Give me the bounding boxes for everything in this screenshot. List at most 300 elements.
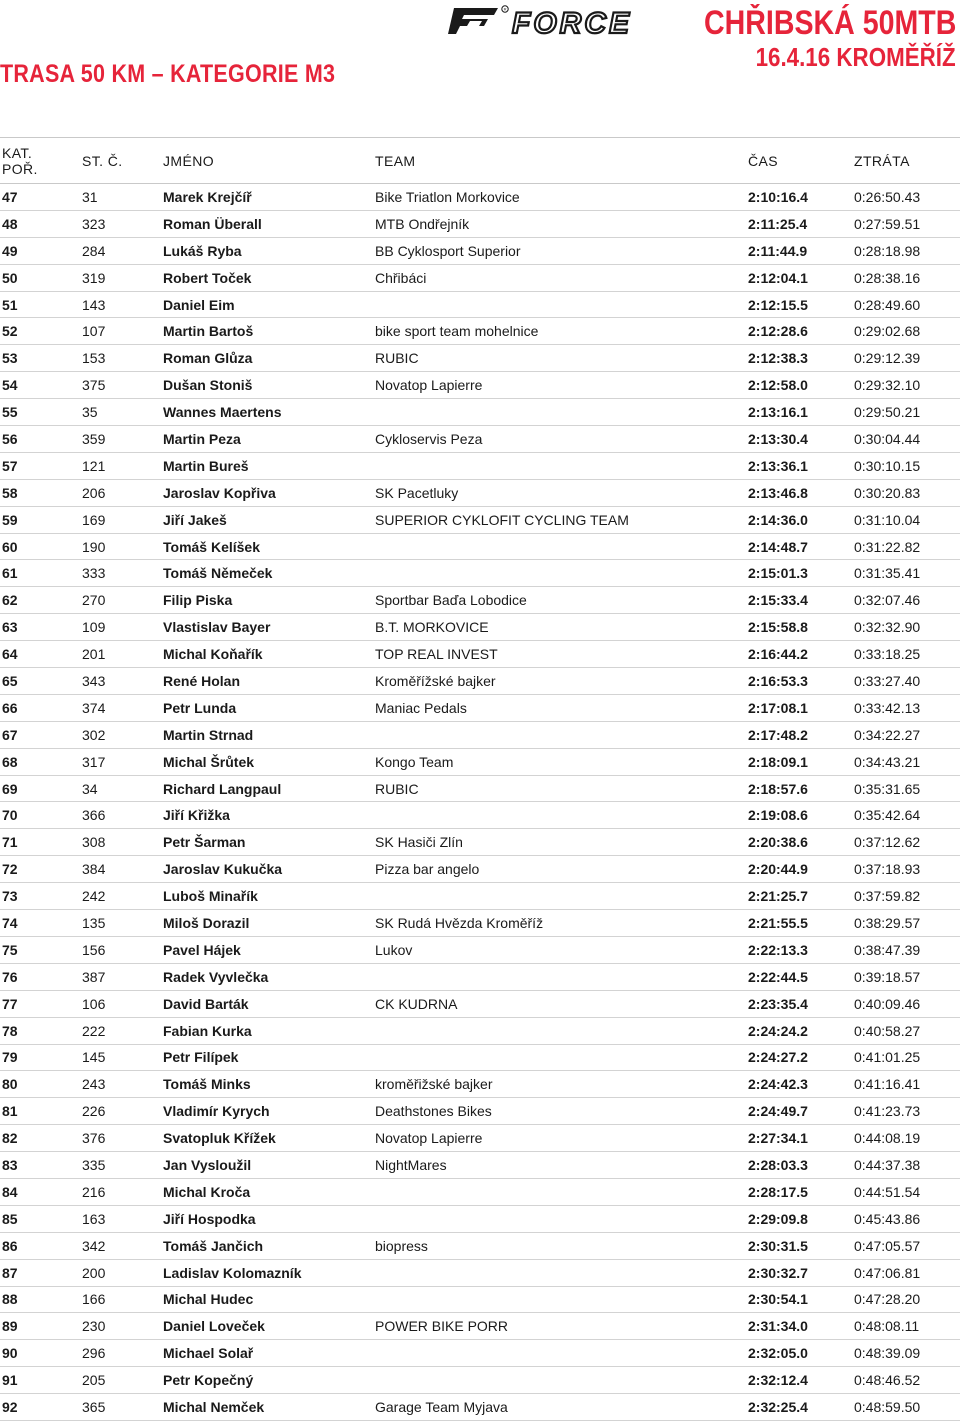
- cell-time-loss: 0:34:22.27: [854, 721, 960, 748]
- table-row: [0, 641, 960, 668]
- cell-time-loss: 0:30:20.83: [854, 479, 960, 506]
- table-header-row: [0, 138, 960, 184]
- cell-time-loss: 0:31:22.82: [854, 533, 960, 560]
- cell-start-number: 230: [82, 1313, 163, 1340]
- cell-team-name: Kroměřížské bajker: [375, 668, 748, 695]
- cell-start-number: 156: [82, 936, 163, 963]
- cell-team-name: [375, 452, 748, 479]
- cell-time-loss: 0:35:42.64: [854, 802, 960, 829]
- cell-finish-time: 2:17:08.1: [748, 694, 854, 721]
- cell-finish-time: 2:18:57.6: [748, 775, 854, 802]
- cell-time-loss: 0:35:31.65: [854, 775, 960, 802]
- table-row: [0, 210, 960, 237]
- cell-time-loss: 0:38:29.57: [854, 910, 960, 937]
- cell-rider-name: Martin Peza: [163, 426, 375, 453]
- cell-rank: 88: [0, 1286, 82, 1313]
- cell-start-number: 106: [82, 990, 163, 1017]
- cell-team-name: [375, 1205, 748, 1232]
- cell-finish-time: 2:21:55.5: [748, 910, 854, 937]
- cell-team-name: [375, 1044, 748, 1071]
- cell-rider-name: Filip Piska: [163, 587, 375, 614]
- cell-team-name: RUBIC: [375, 345, 748, 372]
- cell-rank: 92: [0, 1394, 82, 1421]
- cell-time-loss: 0:47:28.20: [854, 1286, 960, 1313]
- cell-team-name: Pizza bar angelo: [375, 856, 748, 883]
- col-header-team: TEAM: [375, 138, 748, 184]
- cell-team-name: Cykloservis Peza: [375, 426, 748, 453]
- cell-team-name: [375, 533, 748, 560]
- event-title: CHŘIBSKÁ 50MTB: [703, 4, 956, 42]
- event-date: 16.4.16: [755, 42, 831, 72]
- table-row: [0, 1286, 960, 1313]
- cell-time-loss: 0:29:32.10: [854, 372, 960, 399]
- table-row: [0, 990, 960, 1017]
- cell-start-number: 387: [82, 963, 163, 990]
- cell-start-number: 319: [82, 264, 163, 291]
- cell-rank: 58: [0, 479, 82, 506]
- cell-time-loss: 0:48:59.50: [854, 1394, 960, 1421]
- table-row: [0, 1071, 960, 1098]
- cell-rank: 51: [0, 291, 82, 318]
- cell-time-loss: 0:29:02.68: [854, 318, 960, 345]
- cell-start-number: 384: [82, 856, 163, 883]
- cell-team-name: [375, 1340, 748, 1367]
- table-row: [0, 829, 960, 856]
- cell-team-name: bike sport team mohelnice: [375, 318, 748, 345]
- cell-rider-name: Tomáš Kelíšek: [163, 533, 375, 560]
- cell-rider-name: Wannes Maertens: [163, 399, 375, 426]
- cell-rider-name: Jiří Křižka: [163, 802, 375, 829]
- cell-start-number: 206: [82, 479, 163, 506]
- cell-rank: 72: [0, 856, 82, 883]
- cell-time-loss: 0:40:58.27: [854, 1017, 960, 1044]
- cell-time-loss: 0:48:46.52: [854, 1367, 960, 1394]
- table-row: [0, 775, 960, 802]
- table-row: [0, 1205, 960, 1232]
- cell-team-name: SK Hasiči Zlín: [375, 829, 748, 856]
- cell-finish-time: 2:18:09.1: [748, 748, 854, 775]
- cell-rank: 76: [0, 963, 82, 990]
- cell-rank: 81: [0, 1098, 82, 1125]
- cell-team-name: [375, 963, 748, 990]
- table-row: [0, 372, 960, 399]
- cell-rider-name: Michal Kroča: [163, 1178, 375, 1205]
- cell-finish-time: 2:23:35.4: [748, 990, 854, 1017]
- cell-rider-name: Tomáš Minks: [163, 1071, 375, 1098]
- table-row: [0, 560, 960, 587]
- cell-start-number: 190: [82, 533, 163, 560]
- cell-time-loss: 0:41:23.73: [854, 1098, 960, 1125]
- cell-time-loss: 0:32:32.90: [854, 614, 960, 641]
- col-header-name: JMÉNO: [163, 138, 375, 184]
- table-row: [0, 1044, 960, 1071]
- cell-start-number: 201: [82, 641, 163, 668]
- cell-time-loss: 0:44:08.19: [854, 1125, 960, 1152]
- cell-rank: 67: [0, 721, 82, 748]
- cell-finish-time: 2:24:42.3: [748, 1071, 854, 1098]
- cell-time-loss: 0:37:59.82: [854, 883, 960, 910]
- cell-rider-name: Ladislav Kolomazník: [163, 1259, 375, 1286]
- cell-time-loss: 0:34:43.21: [854, 748, 960, 775]
- table-row: [0, 426, 960, 453]
- cell-rider-name: Jiří Hospodka: [163, 1205, 375, 1232]
- cell-start-number: 222: [82, 1017, 163, 1044]
- cell-time-loss: 0:32:07.46: [854, 587, 960, 614]
- cell-time-loss: 0:31:10.04: [854, 506, 960, 533]
- cell-time-loss: 0:28:18.98: [854, 237, 960, 264]
- cell-finish-time: 2:12:04.1: [748, 264, 854, 291]
- cell-rank: 55: [0, 399, 82, 426]
- cell-finish-time: 2:13:46.8: [748, 479, 854, 506]
- cell-start-number: 365: [82, 1394, 163, 1421]
- cell-team-name: [375, 802, 748, 829]
- cell-team-name: [375, 291, 748, 318]
- cell-rider-name: Jiří Jakeš: [163, 506, 375, 533]
- cell-start-number: 31: [82, 184, 163, 211]
- cell-start-number: 143: [82, 291, 163, 318]
- cell-finish-time: 2:32:25.4: [748, 1394, 854, 1421]
- table-row: [0, 1125, 960, 1152]
- cell-time-loss: 0:31:35.41: [854, 560, 960, 587]
- cell-start-number: 200: [82, 1259, 163, 1286]
- cell-rank: 79: [0, 1044, 82, 1071]
- cell-rank: 83: [0, 1152, 82, 1179]
- cell-finish-time: 2:13:36.1: [748, 452, 854, 479]
- table-row: [0, 1152, 960, 1179]
- table-row: [0, 452, 960, 479]
- table-row: [0, 856, 960, 883]
- cell-start-number: 121: [82, 452, 163, 479]
- table-row: [0, 910, 960, 937]
- cell-time-loss: 0:30:10.15: [854, 452, 960, 479]
- cell-start-number: 335: [82, 1152, 163, 1179]
- cell-team-name: [375, 1178, 748, 1205]
- cell-team-name: [375, 883, 748, 910]
- cell-finish-time: 2:30:32.7: [748, 1259, 854, 1286]
- cell-finish-time: 2:32:05.0: [748, 1340, 854, 1367]
- cell-start-number: 376: [82, 1125, 163, 1152]
- cell-rider-name: Martin Bartoš: [163, 318, 375, 345]
- table-row: [0, 318, 960, 345]
- cell-team-name: Novatop Lapierre: [375, 372, 748, 399]
- force-logo: [448, 4, 664, 38]
- cell-finish-time: 2:14:36.0: [748, 506, 854, 533]
- cell-start-number: 153: [82, 345, 163, 372]
- cell-start-number: 302: [82, 721, 163, 748]
- cell-time-loss: 0:41:16.41: [854, 1071, 960, 1098]
- cell-rider-name: Fabian Kurka: [163, 1017, 375, 1044]
- cell-time-loss: 0:47:05.57: [854, 1232, 960, 1259]
- cell-rider-name: Jaroslav Kukučka: [163, 856, 375, 883]
- cell-rank: 66: [0, 694, 82, 721]
- table-row: [0, 291, 960, 318]
- cell-rank: 65: [0, 668, 82, 695]
- cell-time-loss: 0:45:43.86: [854, 1205, 960, 1232]
- cell-finish-time: 2:15:58.8: [748, 614, 854, 641]
- cell-team-name: MTB Ondřejník: [375, 210, 748, 237]
- table-row: [0, 1017, 960, 1044]
- event-place: KROMĚŘÍŽ: [836, 42, 956, 72]
- cell-rank: 57: [0, 452, 82, 479]
- cell-start-number: 107: [82, 318, 163, 345]
- table-row: [0, 1178, 960, 1205]
- cell-time-loss: 0:37:12.62: [854, 829, 960, 856]
- category-title: TRASA 50 KM – KATEGORIE M3: [0, 60, 336, 88]
- cell-rider-name: Marek Krejčíř: [163, 184, 375, 211]
- table-row: [0, 237, 960, 264]
- cell-team-name: Bike Triatlon Morkovice: [375, 184, 748, 211]
- table-row: [0, 1394, 960, 1421]
- cell-finish-time: 2:24:24.2: [748, 1017, 854, 1044]
- cell-team-name: Chřibáci: [375, 264, 748, 291]
- cell-finish-time: 2:19:08.6: [748, 802, 854, 829]
- cell-start-number: 343: [82, 668, 163, 695]
- cell-finish-time: 2:16:53.3: [748, 668, 854, 695]
- cell-rank: 52: [0, 318, 82, 345]
- logo-wordmark: FORCE: [512, 7, 632, 38]
- cell-rider-name: Petr Lunda: [163, 694, 375, 721]
- cell-finish-time: 2:15:01.3: [748, 560, 854, 587]
- cell-start-number: 135: [82, 910, 163, 937]
- event-date-place: [756, 42, 956, 73]
- cell-start-number: 166: [82, 1286, 163, 1313]
- cell-start-number: 308: [82, 829, 163, 856]
- col-header-rank: KAT. POŘ.: [0, 138, 82, 184]
- cell-start-number: 317: [82, 748, 163, 775]
- cell-start-number: 366: [82, 802, 163, 829]
- cell-rider-name: Michal Koňařík: [163, 641, 375, 668]
- cell-rider-name: Michal Hudec: [163, 1286, 375, 1313]
- cell-finish-time: 2:32:12.4: [748, 1367, 854, 1394]
- cell-rank: 62: [0, 587, 82, 614]
- cell-finish-time: 2:12:15.5: [748, 291, 854, 318]
- cell-rider-name: Daniel Loveček: [163, 1313, 375, 1340]
- cell-rank: 78: [0, 1017, 82, 1044]
- table-row: [0, 614, 960, 641]
- cell-finish-time: 2:13:30.4: [748, 426, 854, 453]
- cell-rank: 75: [0, 936, 82, 963]
- cell-rider-name: Daniel Eim: [163, 291, 375, 318]
- table-row: [0, 1259, 960, 1286]
- cell-team-name: Deathstones Bikes: [375, 1098, 748, 1125]
- cell-rank: 50: [0, 264, 82, 291]
- cell-time-loss: 0:33:27.40: [854, 668, 960, 695]
- table-row: [0, 936, 960, 963]
- cell-rank: 87: [0, 1259, 82, 1286]
- cell-finish-time: 2:12:28.6: [748, 318, 854, 345]
- cell-rider-name: Roman Überall: [163, 210, 375, 237]
- cell-start-number: 342: [82, 1232, 163, 1259]
- cell-start-number: 216: [82, 1178, 163, 1205]
- cell-team-name: [375, 560, 748, 587]
- cell-team-name: kroměřižské bajker: [375, 1071, 748, 1098]
- cell-start-number: 296: [82, 1340, 163, 1367]
- cell-time-loss: 0:41:01.25: [854, 1044, 960, 1071]
- cell-rider-name: Luboš Minařík: [163, 883, 375, 910]
- cell-team-name: [375, 721, 748, 748]
- table-row: [0, 1367, 960, 1394]
- table-row: [0, 668, 960, 695]
- cell-start-number: 375: [82, 372, 163, 399]
- cell-rider-name: Tomáš Němeček: [163, 560, 375, 587]
- table-row: [0, 883, 960, 910]
- cell-team-name: SK Rudá Hvězda Kroměříž: [375, 910, 748, 937]
- cell-rank: 48: [0, 210, 82, 237]
- cell-rider-name: René Holan: [163, 668, 375, 695]
- cell-start-number: 35: [82, 399, 163, 426]
- table-row: [0, 506, 960, 533]
- cell-team-name: NightMares: [375, 1152, 748, 1179]
- cell-finish-time: 2:14:48.7: [748, 533, 854, 560]
- table-row: [0, 533, 960, 560]
- cell-team-name: [375, 1367, 748, 1394]
- cell-start-number: 323: [82, 210, 163, 237]
- table-row: [0, 963, 960, 990]
- cell-rider-name: Vlastislav Bayer: [163, 614, 375, 641]
- cell-rider-name: Michal Nemček: [163, 1394, 375, 1421]
- results-body: [0, 184, 960, 1421]
- cell-time-loss: 0:28:49.60: [854, 291, 960, 318]
- cell-finish-time: 2:30:31.5: [748, 1232, 854, 1259]
- cell-time-loss: 0:44:51.54: [854, 1178, 960, 1205]
- cell-finish-time: 2:20:44.9: [748, 856, 854, 883]
- cell-finish-time: 2:21:25.7: [748, 883, 854, 910]
- cell-rider-name: Miloš Dorazil: [163, 910, 375, 937]
- cell-time-loss: 0:26:50.43: [854, 184, 960, 211]
- cell-time-loss: 0:44:37.38: [854, 1152, 960, 1179]
- cell-team-name: Sportbar Baďa Lobodice: [375, 587, 748, 614]
- cell-rank: 69: [0, 775, 82, 802]
- cell-team-name: [375, 399, 748, 426]
- cell-team-name: Lukov: [375, 936, 748, 963]
- cell-time-loss: 0:33:42.13: [854, 694, 960, 721]
- cell-time-loss: 0:27:59.51: [854, 210, 960, 237]
- cell-rider-name: Pavel Hájek: [163, 936, 375, 963]
- table-row: [0, 1313, 960, 1340]
- cell-team-name: Novatop Lapierre: [375, 1125, 748, 1152]
- cell-time-loss: 0:30:04.44: [854, 426, 960, 453]
- cell-team-name: BB Cyklosport Superior: [375, 237, 748, 264]
- cell-start-number: 284: [82, 237, 163, 264]
- cell-rank: 70: [0, 802, 82, 829]
- cell-team-name: CK KUDRNA: [375, 990, 748, 1017]
- cell-finish-time: 2:20:38.6: [748, 829, 854, 856]
- cell-finish-time: 2:24:27.2: [748, 1044, 854, 1071]
- table-row: [0, 721, 960, 748]
- cell-rank: 91: [0, 1367, 82, 1394]
- table-row: [0, 1232, 960, 1259]
- cell-finish-time: 2:17:48.2: [748, 721, 854, 748]
- table-row: [0, 264, 960, 291]
- cell-rank: 61: [0, 560, 82, 587]
- cell-finish-time: 2:24:49.7: [748, 1098, 854, 1125]
- svg-text:R: R: [503, 6, 507, 12]
- cell-start-number: 109: [82, 614, 163, 641]
- table-row: [0, 802, 960, 829]
- cell-start-number: 205: [82, 1367, 163, 1394]
- table-row: [0, 748, 960, 775]
- cell-time-loss: 0:40:09.46: [854, 990, 960, 1017]
- cell-team-name: [375, 1286, 748, 1313]
- cell-team-name: SK Pacetluky: [375, 479, 748, 506]
- cell-rank: 73: [0, 883, 82, 910]
- cell-rider-name: Jan Vysloužil: [163, 1152, 375, 1179]
- table-row: [0, 1340, 960, 1367]
- cell-team-name: [375, 1017, 748, 1044]
- cell-start-number: 169: [82, 506, 163, 533]
- cell-team-name: Garage Team Myjava: [375, 1394, 748, 1421]
- cell-rank: 47: [0, 184, 82, 211]
- cell-rider-name: Jaroslav Kopřiva: [163, 479, 375, 506]
- table-row: [0, 694, 960, 721]
- table-row: [0, 399, 960, 426]
- cell-start-number: 333: [82, 560, 163, 587]
- cell-finish-time: 2:12:58.0: [748, 372, 854, 399]
- cell-rank: 84: [0, 1178, 82, 1205]
- cell-time-loss: 0:38:47.39: [854, 936, 960, 963]
- cell-rider-name: Michal Šrůtek: [163, 748, 375, 775]
- cell-finish-time: 2:27:34.1: [748, 1125, 854, 1152]
- cell-time-loss: 0:29:50.21: [854, 399, 960, 426]
- cell-start-number: 145: [82, 1044, 163, 1071]
- cell-start-number: 34: [82, 775, 163, 802]
- cell-team-name: RUBIC: [375, 775, 748, 802]
- cell-rank: 63: [0, 614, 82, 641]
- col-header-loss: ZTRÁTA: [854, 138, 960, 184]
- cell-rank: 64: [0, 641, 82, 668]
- cell-rider-name: Petr Kopečný: [163, 1367, 375, 1394]
- cell-rank: 85: [0, 1205, 82, 1232]
- cell-rank: 90: [0, 1340, 82, 1367]
- cell-rank: 56: [0, 426, 82, 453]
- table-row: [0, 479, 960, 506]
- cell-start-number: 226: [82, 1098, 163, 1125]
- cell-rider-name: Robert Toček: [163, 264, 375, 291]
- cell-rider-name: Svatopluk Křížek: [163, 1125, 375, 1152]
- page-header: [0, 0, 960, 130]
- cell-time-loss: 0:39:18.57: [854, 963, 960, 990]
- cell-finish-time: 2:22:44.5: [748, 963, 854, 990]
- cell-start-number: 243: [82, 1071, 163, 1098]
- cell-finish-time: 2:11:25.4: [748, 210, 854, 237]
- cell-rank: 82: [0, 1125, 82, 1152]
- cell-rank: 49: [0, 237, 82, 264]
- cell-finish-time: 2:12:38.3: [748, 345, 854, 372]
- cell-rank: 89: [0, 1313, 82, 1340]
- cell-rider-name: Richard Langpaul: [163, 775, 375, 802]
- cell-rank: 53: [0, 345, 82, 372]
- cell-time-loss: 0:28:38.16: [854, 264, 960, 291]
- col-header-time: ČAS: [748, 138, 854, 184]
- cell-rider-name: Radek Vyvlečka: [163, 963, 375, 990]
- cell-time-loss: 0:37:18.93: [854, 856, 960, 883]
- cell-start-number: 359: [82, 426, 163, 453]
- cell-start-number: 242: [82, 883, 163, 910]
- cell-start-number: 374: [82, 694, 163, 721]
- cell-team-name: Maniac Pedals: [375, 694, 748, 721]
- table-row: [0, 345, 960, 372]
- cell-finish-time: 2:11:44.9: [748, 237, 854, 264]
- cell-time-loss: 0:48:39.09: [854, 1340, 960, 1367]
- cell-finish-time: 2:29:09.8: [748, 1205, 854, 1232]
- cell-rank: 86: [0, 1232, 82, 1259]
- cell-time-loss: 0:48:08.11: [854, 1313, 960, 1340]
- cell-rank: 54: [0, 372, 82, 399]
- cell-team-name: B.T. MORKOVICE: [375, 614, 748, 641]
- cell-rider-name: Tomáš Jančich: [163, 1232, 375, 1259]
- cell-finish-time: 2:28:17.5: [748, 1178, 854, 1205]
- cell-team-name: biopress: [375, 1232, 748, 1259]
